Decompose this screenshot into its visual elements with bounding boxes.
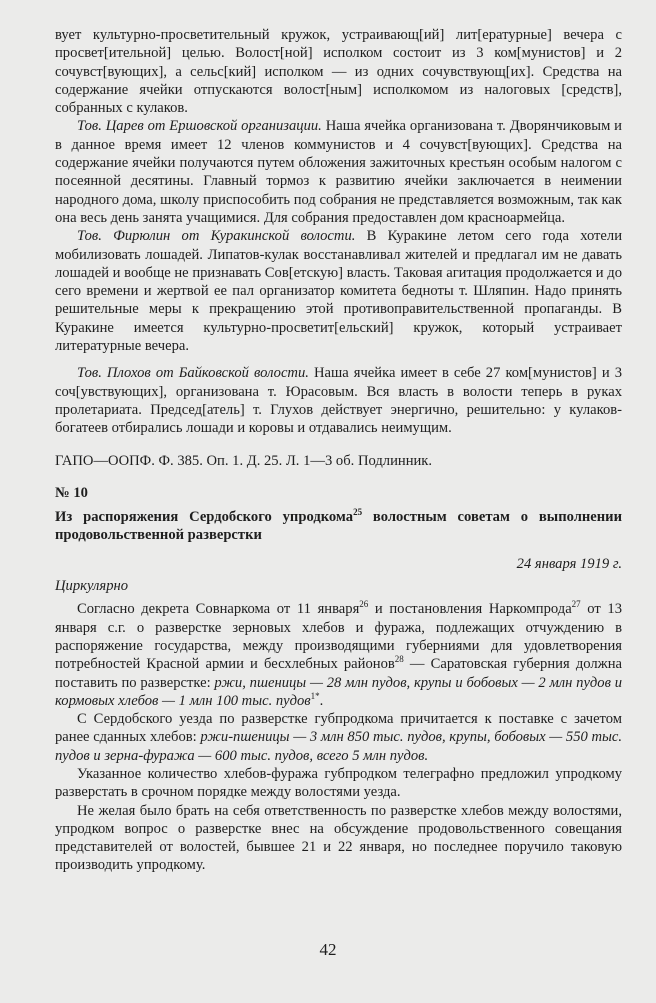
paragraph-1: вует культурно-просветительный кружок, устраивающ[ий] лит[ературные] вечера с просвет[ительной] целью. Волост[ной] исполком состоит из 3 ком[мунистов] и 2 сочувст[вующих], а сельс[кий] исполком — из одних сочувствующ[их]. Средства на содержание ячейки отпускаются волост[ным] исполкомом из налоговых [средств], собранных с кулаков. bbox=[55, 27, 622, 117]
paragraph-firyulin bbox=[55, 227, 622, 355]
title-part: Из распоряжения Сердобского упродкома bbox=[55, 509, 354, 526]
footnote-ref: 26 bbox=[359, 599, 369, 610]
text-run: и постановления Наркомпрода bbox=[368, 601, 572, 618]
document-date: 24 января 1919 г. bbox=[516, 555, 622, 572]
text-run: от 13 января с.г. о разверстке зерновых хлебов и фуража, подлежащих отчуждению в распоряжение государства, между производящими губерниями для удовлетворения потребностей Красной армии и бесхлебных районов bbox=[55, 601, 623, 673]
page-text bbox=[55, 26, 622, 875]
paragraph-tsarev bbox=[55, 117, 622, 227]
document-title bbox=[55, 508, 622, 545]
text-run: . bbox=[319, 692, 324, 709]
speech-plokhov: Наша ячейка имеет в себе 27 ком[мунистов] и 3 соч[увствующих], организована т. Юрасовым. Вся власть в волости теперь в руках пролетариата. Председ[атель] т. Глухов действует энергично, решительно: у кулаков-богатеев отбирались лошади и коровы и отдавались неимущим. bbox=[55, 365, 622, 437]
speaker-tsarev: Тов. Царев от Ершовской организации. bbox=[77, 118, 322, 135]
footnote-ref: 27 bbox=[571, 599, 581, 610]
page-number: 42 bbox=[319, 940, 337, 959]
text-run: С Сердобского уезда по разверстке губпродкома причитается к поставке с зачетом ранее сданных хлебов: bbox=[55, 711, 622, 746]
body-paragraph-4: Не желая было брать на себя ответственность по разверстке хлебов между волостями, упродком вопрос о разверстке внес на обсуждение продовольственного совещания представителей от волостей, бывшее 21 и 22 января, но последнее поручило таковую производить упродкому. bbox=[55, 802, 622, 874]
text-run: Согласно декрета Совнаркома от 11 января bbox=[77, 601, 360, 618]
footnote-ref: 25 bbox=[353, 507, 363, 518]
body-paragraph-2 bbox=[55, 710, 622, 765]
speech-firyulin: В Куракине летом сего года хотели мобилизовать лошадей. Липатов-кулак восстанавливал жителей и предлагал им не давать лошадей и вообще не признавать Сов[етскую] власть. Таковая агитация продолжается и до сего времени и жертвой ее пал организатор комитета бедноты т. Шляпин. Надо принять решительные меры к прекращению этой противоправительственной пропаганды. В Куракине имеется культурно-просветит[ельский] кружок, который устраивает литературные вечера. bbox=[55, 228, 622, 355]
quota-text: ржи, пшеницы — 28 млн пудов, крупы и бобовых — 2 млн пудов и кормовых хлебов — 1 млн 100 тыс. пудов bbox=[55, 674, 622, 709]
quota-text: ржи-пшеницы — 3 млн 850 тыс. пудов, крупы, бобовых — 550 тыс. пудов и зерна-фуража — 600 тыс. пудов, всего 5 млн пудов. bbox=[55, 729, 623, 764]
speaker-plokhov: Тов. Плохов от Байковской волости. bbox=[77, 365, 309, 382]
body-paragraph-1 bbox=[55, 600, 622, 710]
speech-tsarev: Наша ячейка организована т. Дворянчиковым и в данное время имеет 12 членов коммунистов и 4 сочувст[вующих]. Средства на содержание ячейки получаются путем обложения зажиточных крестьян особым налогом с посеянной десятины. Главный тормоз к развитию ячейки заключается в неимении народного дома, школу приспособить под собрания не представляется возможным, так как она весь день занята учащимися. Для собрания предоставлен дом красноармейца. bbox=[55, 118, 622, 226]
archive-source-note: ГАПО—ООПФ. Ф. 385. Оп. 1. Д. 25. Л. 1—3 об. Подлинник. bbox=[55, 452, 433, 469]
speaker-firyulin: Тов. Фирюлин от Куракинской волости. bbox=[77, 228, 356, 245]
footnote-ref: 28 bbox=[394, 654, 404, 665]
document-number: № 10 bbox=[55, 484, 88, 501]
paragraph-plokhov bbox=[55, 364, 622, 437]
title-part: волостным советам о выполнении продовольственной разверстки bbox=[55, 509, 622, 544]
footnote-ref: 1* bbox=[310, 690, 320, 701]
body-paragraph-3: Указанное количество хлебов-фуража губпродком телеграфно предложил упродкому разверстать в срочном порядке между волостями уезда. bbox=[55, 765, 622, 801]
text-run: — Саратовская губерния должна поставить по разверстке: bbox=[55, 656, 623, 691]
circular-label: Циркулярно bbox=[55, 578, 129, 595]
